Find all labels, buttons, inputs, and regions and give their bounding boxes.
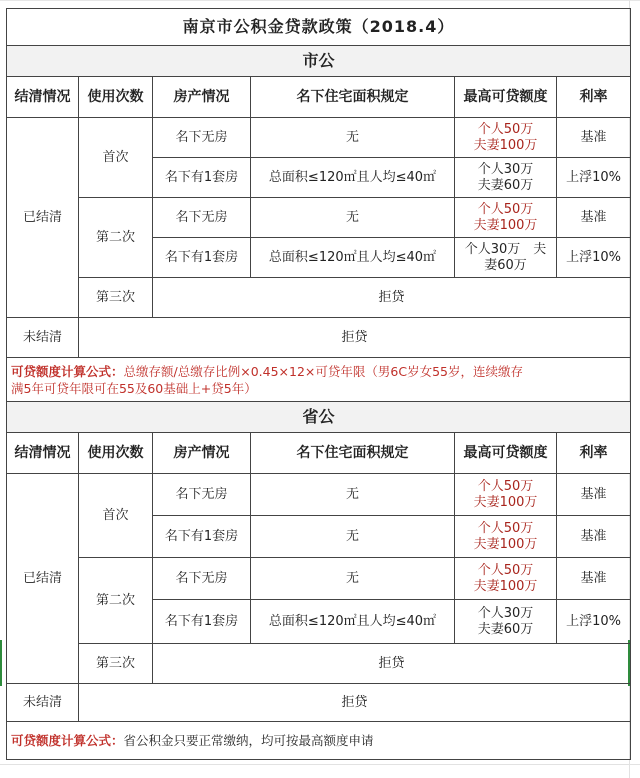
amount-couple: 夫妻100万: [473, 137, 538, 153]
header-row: [7, 433, 631, 474]
table-row: [7, 118, 631, 158]
cell-unsettled: 未结清: [7, 318, 79, 358]
cell-settled: 已结清: [7, 118, 79, 318]
col-header-area-rule: 名下住宅面积规定: [251, 433, 455, 474]
header-row: [7, 77, 631, 118]
col-header-property: 房产情况: [153, 433, 251, 474]
cell-area-none: 无: [251, 474, 455, 516]
cell-max-amount: [455, 238, 557, 278]
amount-couple: 夫妻100万: [473, 536, 538, 552]
cell-max-amount: [455, 118, 557, 158]
formula-line2: 满5年可贷年限可在55及60基础上+贷5年）: [11, 380, 257, 396]
cell-no-house: 名下无房: [153, 474, 251, 516]
col-header-usage-count: 使用次数: [79, 77, 153, 118]
table-row: [7, 318, 631, 358]
cell-rate-up: 上浮10%: [557, 600, 631, 644]
cell-rate-base: 基准: [557, 558, 631, 600]
table-row: [7, 278, 631, 318]
cell-max-amount: [455, 600, 557, 644]
section-province-title: 省公: [7, 402, 631, 433]
table-row: [7, 198, 631, 238]
col-header-property: 房产情况: [153, 77, 251, 118]
section-city-title: 市公: [7, 46, 631, 77]
amount-couple: 妻60万: [484, 257, 527, 273]
cell-one-house: 名下有1套房: [153, 516, 251, 558]
table-row: [7, 474, 631, 516]
cell-area-rule: 总面积≤120㎡且人均≤40㎡: [251, 600, 455, 644]
cell-no-house: 名下无房: [153, 118, 251, 158]
cell-area-none: 无: [251, 198, 455, 238]
table-row: [7, 644, 631, 684]
amount-personal: 个人50万: [477, 478, 534, 494]
amount-personal: 个人50万: [477, 121, 534, 137]
col-header-rate: 利率: [557, 433, 631, 474]
cell-rate-base: 基准: [557, 198, 631, 238]
cell-settled: 已结清: [7, 474, 79, 684]
cell-selection-marker: [0, 640, 2, 686]
cell-rate-up: 上浮10%: [557, 158, 631, 198]
amount-couple: 夫妻100万: [473, 494, 538, 510]
col-header-max-amount: 最高可贷额度: [455, 77, 557, 118]
amount-couple: 夫妻60万: [477, 621, 534, 637]
table-row: [7, 684, 631, 722]
grid-line: [0, 764, 640, 765]
cell-second-use: 第二次: [79, 198, 153, 278]
city-formula-note: [7, 358, 631, 402]
cell-area-none: 无: [251, 118, 455, 158]
policy-table: [6, 8, 631, 760]
col-header-settlement: 结清情况: [7, 77, 79, 118]
cell-max-amount: [455, 474, 557, 516]
cell-max-amount: [455, 158, 557, 198]
province-formula-note: [7, 722, 631, 760]
amount-personal: 个人50万: [477, 520, 534, 536]
cell-area-none: 无: [251, 558, 455, 600]
formula-row: [7, 722, 631, 760]
amount-personal: 个人50万: [477, 201, 534, 217]
formula-text: 省公积金只要正常缴纳，均可按最高额度申请: [123, 733, 374, 748]
amount-personal: 个人50万: [477, 562, 534, 578]
cell-area-rule: 总面积≤120㎡且人均≤40㎡: [251, 238, 455, 278]
cell-no-house: 名下无房: [153, 558, 251, 600]
cell-area-none: 无: [251, 516, 455, 558]
formula-line1: 总缴存额/总缴存比例×0.45×12×可贷年限（男6C岁女55岁，连续缴存: [123, 363, 523, 379]
cell-first-use: 首次: [79, 118, 153, 198]
cell-max-amount: [455, 516, 557, 558]
cell-no-house: 名下无房: [153, 198, 251, 238]
cell-rate-base: 基准: [557, 118, 631, 158]
amount-couple: 夫妻100万: [473, 578, 538, 594]
formula-label: 可贷额度计算公式：: [11, 363, 124, 379]
amount-personal: 个人30万 夫: [464, 241, 547, 257]
cell-one-house: 名下有1套房: [153, 238, 251, 278]
cell-reject: 拒贷: [153, 278, 631, 318]
col-header-settlement: 结清情况: [7, 433, 79, 474]
cell-second-use: 第二次: [79, 558, 153, 644]
page-title: 南京市公积金贷款政策（2018.4）: [7, 9, 631, 46]
cell-one-house: 名下有1套房: [153, 600, 251, 644]
cell-max-amount: [455, 558, 557, 600]
cell-third-use: 第三次: [79, 644, 153, 684]
amount-couple: 夫妻100万: [473, 217, 538, 233]
formula-label: 可贷额度计算公式：: [11, 733, 124, 748]
table-row: [7, 558, 631, 600]
cell-rate-base: 基准: [557, 516, 631, 558]
col-header-usage-count: 使用次数: [79, 433, 153, 474]
cell-reject: 拒贷: [153, 644, 631, 684]
cell-max-amount: [455, 198, 557, 238]
amount-personal: 个人30万: [477, 605, 534, 621]
cell-unsettled-reject: 拒贷: [79, 318, 631, 358]
cell-third-use: 第三次: [79, 278, 153, 318]
amount-personal: 个人30万: [477, 161, 534, 177]
cell-unsettled: 未结清: [7, 684, 79, 722]
formula-row: [7, 358, 631, 402]
amount-couple: 夫妻60万: [477, 177, 534, 193]
cell-first-use: 首次: [79, 474, 153, 558]
cell-rate-up: 上浮10%: [557, 238, 631, 278]
cell-one-house: 名下有1套房: [153, 158, 251, 198]
col-header-area-rule: 名下住宅面积规定: [251, 77, 455, 118]
col-header-rate: 利率: [557, 77, 631, 118]
cell-rate-base: 基准: [557, 474, 631, 516]
cell-area-rule: 总面积≤120㎡且人均≤40㎡: [251, 158, 455, 198]
cell-unsettled-reject: 拒贷: [79, 684, 631, 722]
col-header-max-amount: 最高可贷额度: [455, 433, 557, 474]
